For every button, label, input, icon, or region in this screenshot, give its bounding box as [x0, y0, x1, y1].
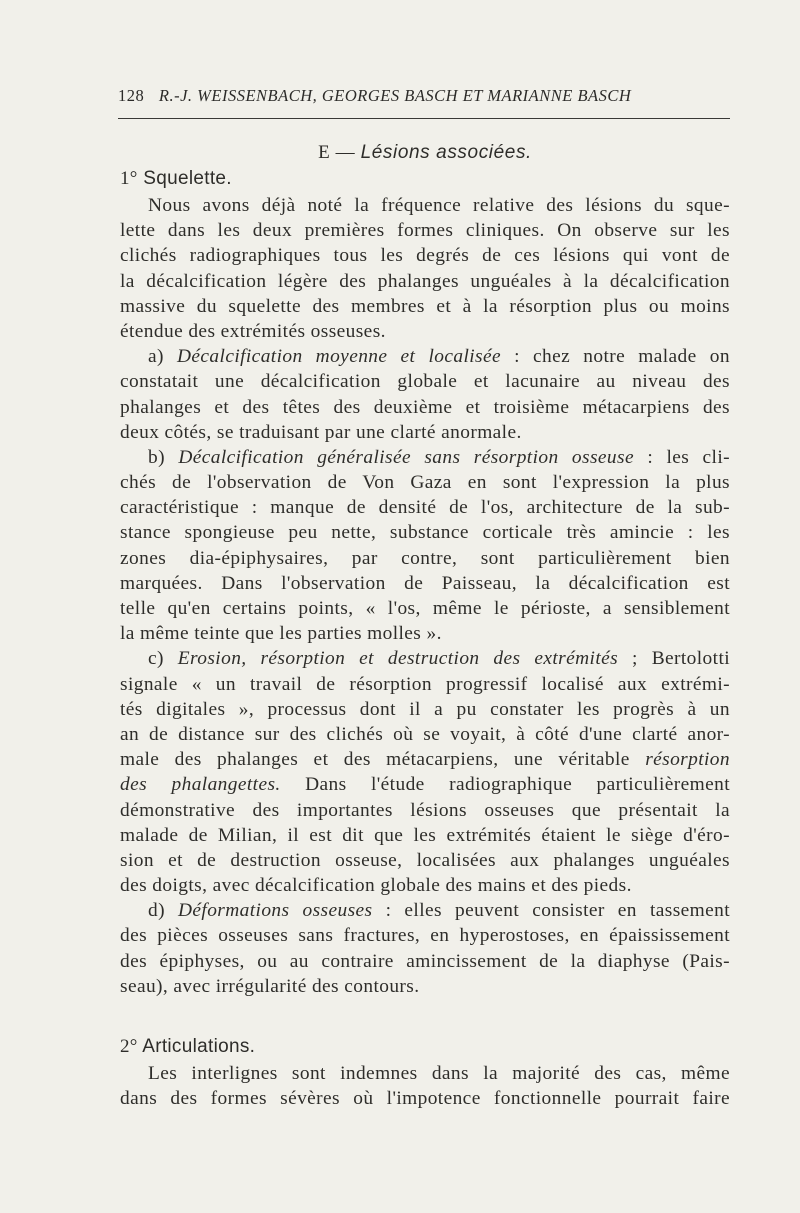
para-title: Décalcification moyenne et localisée	[177, 346, 501, 368]
text-line: phalanges et des têtes des deuxième et troisième métacarpiens des	[120, 396, 730, 418]
text-line: la même teinte que les parties molles ».	[120, 623, 442, 645]
text-line: constatait une décalcification globale et lacunaire au niveau des	[120, 371, 730, 393]
paragraph-a-first-line	[120, 344, 730, 369]
text-line: deux côtés, se traduisant par une clarté anormale.	[120, 421, 522, 443]
section-dash: —	[330, 142, 361, 163]
running-header-authors: R.-J. WEISSENBACH, GEORGES BASCH ET MARIANNE BASCH	[158, 86, 632, 105]
para-title: Erosion, résorption et destruction des extrémités	[177, 648, 619, 670]
text-line: caractéristique : manque de densité de l'os, architecture de la sub-	[120, 497, 730, 519]
text-line: massive du squelette des membres et à la résorption plus ou moins	[120, 295, 730, 317]
subsection-number: 2°	[120, 1036, 138, 1057]
italic-span: résorption	[629, 749, 730, 771]
para-label: c)	[148, 648, 164, 670]
text-line: malade de Milian, il est dit que les extrémités étaient le siège d'éro-	[120, 824, 730, 846]
header-rule	[118, 118, 730, 119]
para-text: : les cli-	[633, 446, 730, 468]
text-line: des épiphyses, ou au contraire amincissement de la diaphyse (Pais-	[120, 950, 730, 972]
italic-span: des phalangettes.	[120, 774, 281, 796]
text-line: sion et de destruction osseuse, localisées aux phalanges unguéales	[120, 849, 730, 871]
text-line: des pièces osseuses sans fractures, en hyperostoses, en épaississement	[120, 925, 730, 947]
section-heading	[120, 140, 730, 165]
paragraph-d-first-line	[120, 898, 730, 923]
text-line: la décalcification légère des phalanges unguéales à la décalcification	[120, 270, 730, 292]
text-line: telle qu'en certains points, « l'os, même le périoste, a sensiblement	[120, 598, 730, 619]
running-header	[118, 86, 730, 106]
subsection-number: 1°	[120, 168, 138, 189]
text-line: dans des formes sévères où l'impotence fonctionnelle pourrait faire	[120, 1088, 730, 1110]
text-line: des doigts, avec décalcification globale des mains et des pieds.	[120, 875, 632, 897]
para-label: b)	[148, 446, 165, 468]
text-line: stance spongieuse peu nette, substance corticale très amincie : les	[120, 522, 730, 544]
text-line: étendue des extrémités osseuses.	[120, 320, 386, 342]
text-body	[120, 140, 730, 1111]
text-line: signale « un travail de résorption progressif localisé aux extrémi-	[120, 673, 730, 695]
para-text: : elles peuvent consister en tassement	[372, 900, 730, 922]
text-line: clichés radiographiques tous les degrés de ces lésions qui vont de	[120, 245, 730, 267]
para-text: : chez notre malade on	[500, 346, 730, 368]
subsection-title: Articulations.	[142, 1036, 256, 1057]
text-line: seau), avec irrégularité des contours.	[120, 975, 420, 997]
para-label: a)	[148, 346, 164, 368]
para-title: Déformations osseuses	[178, 900, 373, 922]
para-label: d)	[148, 900, 165, 922]
subsection-heading-articulations	[120, 1033, 730, 1061]
text-span: male des phalanges et des métacarpiens, une véritable	[120, 749, 630, 771]
para-title: Décalcification généralisée sans résorption osseuse	[178, 446, 634, 468]
spacer	[120, 999, 730, 1033]
text-span: Dans l'étude radiographique particulièrement	[280, 774, 730, 796]
text-line	[120, 747, 730, 772]
subsection-heading-squelette	[120, 165, 730, 193]
text-line: an de distance sur des clichés où se voyait, à côté d'une clarté anor-	[120, 723, 730, 745]
section-title: Lésions associées.	[360, 142, 532, 163]
page-number: 128	[118, 86, 145, 105]
subsection-title: Squelette.	[143, 168, 232, 189]
paragraph-c-first-line	[120, 646, 730, 671]
para-text: ; Bertolotti	[618, 648, 730, 670]
text-line: chés de l'observation de Von Gaza en sont l'expression la plus	[120, 472, 730, 494]
text-line	[120, 772, 730, 797]
text-line: tés digitales », processus dont il a pu constater les progrès à un	[120, 698, 730, 720]
text-line: marquées. Dans l'observation de Paisseau, la décalcification est	[120, 572, 730, 594]
text-line: zones dia-épiphysaires, par contre, sont particulièrement bien	[120, 547, 730, 569]
text-line: démonstrative des importantes lésions osseuses que présentait la	[120, 799, 730, 821]
text-line: Les interlignes sont indemnes dans la majorité des cas, même	[148, 1063, 730, 1084]
section-letter: E	[318, 142, 331, 163]
text-line: lette dans les deux premières formes cliniques. On observe sur les	[120, 220, 730, 242]
paragraph-b-first-line	[120, 445, 730, 470]
text-line: Nous avons déjà noté la fréquence relative des lésions du sque-	[148, 195, 730, 216]
